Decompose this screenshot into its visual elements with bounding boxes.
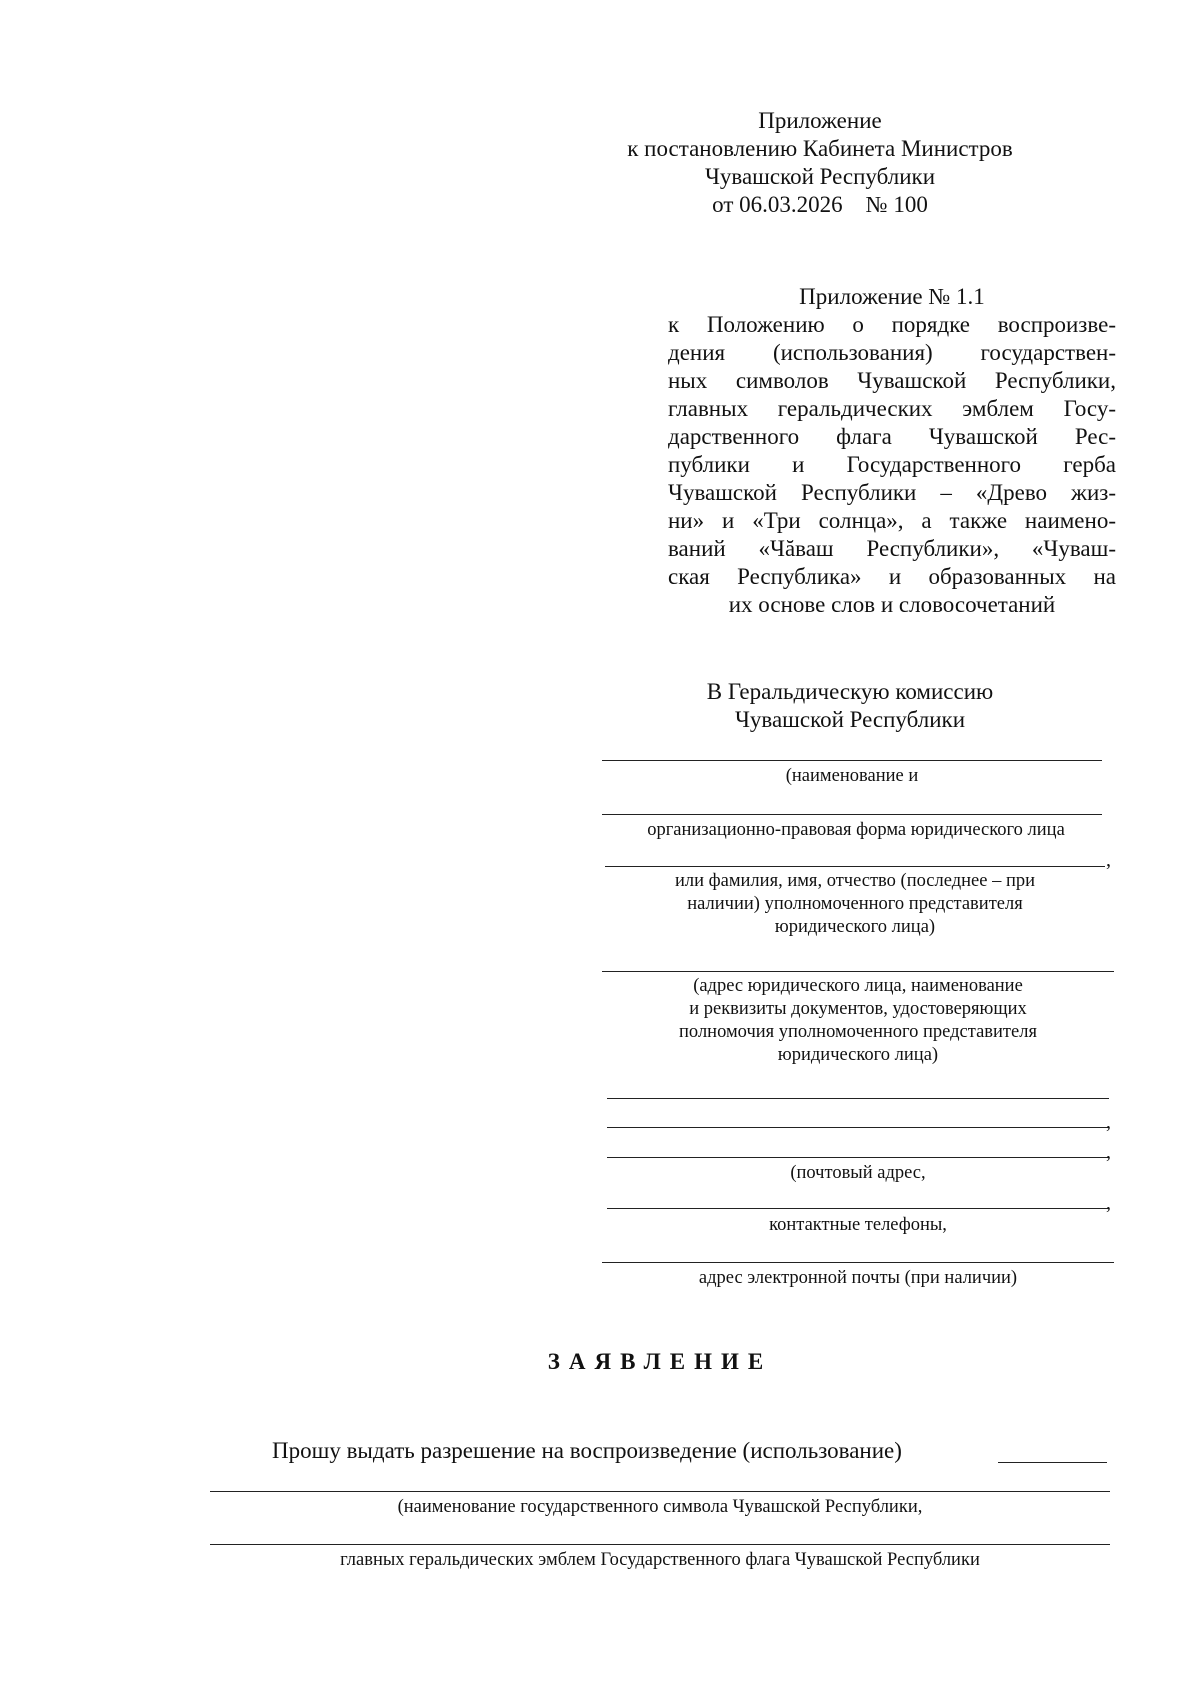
symbol-name-hint: (наименование государственного символа Чувашской Республики,: [397, 1497, 923, 1517]
request-text: [272, 1437, 1112, 1465]
appendix-line: к Положению о порядке воспроизве-: [668, 312, 1116, 337]
name-field-line[interactable]: [602, 760, 1102, 761]
header-line-1: Приложение: [758, 108, 882, 133]
addressee-line-1: В Геральдическую комиссию: [706, 679, 994, 704]
phone-hint: контактные телефоны,: [769, 1215, 947, 1235]
emblem-name-field-line[interactable]: [210, 1544, 1110, 1545]
email-field-line[interactable]: [602, 1262, 1114, 1263]
appendix-line: публики и Государственного герба: [668, 452, 1116, 477]
email-hint: адрес электронной почты (при наличии): [698, 1268, 1018, 1288]
representative-hint-line-1: или фамилия, имя, отчество (последнее – при: [674, 871, 1036, 891]
appendix-line: дарственного флага Чувашской Рес-: [668, 424, 1116, 449]
appendix-line: главных геральдических эмблем Госу-: [668, 396, 1116, 421]
name-hint: (наименование и: [785, 766, 919, 786]
address-hint-line-4: юридического лица): [777, 1045, 939, 1065]
statement-title: ЗАЯВЛЕНИЕ: [547, 1349, 773, 1374]
postal-field-line-2[interactable]: [607, 1127, 1109, 1128]
emblem-name-hint: главных геральдических эмблем Государственного флага Чувашской Республики: [340, 1550, 980, 1570]
address-hint: [602, 975, 1114, 1067]
address-hint-line-3: полномочия уполномоченного представителя: [679, 1022, 1037, 1042]
appendix-line: ных символов Чувашской Республики,: [668, 368, 1116, 393]
representative-field-line[interactable]: [605, 866, 1105, 867]
appendix-line: Чувашской Республики – «Древо жиз-: [668, 480, 1116, 505]
appendix-line: их основе слов и словосочетаний: [728, 592, 1056, 617]
comma: ,: [1106, 1192, 1111, 1214]
header-date-number: от 06.03.2026 № 100: [712, 192, 928, 217]
symbol-name-field-line[interactable]: [210, 1491, 1110, 1492]
appendix-line: ская Республика» и образованных на: [668, 564, 1116, 589]
appendix-block: [668, 283, 1116, 619]
address-hint-line-1: (адрес юридического лица, наименование: [693, 976, 1023, 996]
appendix-line: дения (использования) государствен-: [668, 340, 1116, 365]
address-field-line[interactable]: [602, 971, 1114, 972]
header-line-3: Чувашской Республики: [704, 164, 936, 189]
addressee-line-2: Чувашской Республики: [734, 707, 966, 732]
request-inline-field-line[interactable]: [998, 1462, 1107, 1463]
comma: ,: [1106, 849, 1111, 871]
appendix-line: ваний «Чăваш Республики», «Чуваш-: [668, 536, 1116, 561]
postal-field-line-3[interactable]: [607, 1157, 1109, 1158]
address-hint-line-2: и реквизиты документов, удостоверяющих: [689, 999, 1027, 1019]
header-line-2: к постановлению Кабинета Министров: [627, 136, 1013, 161]
postal-hint: (почтовый адрес,: [790, 1163, 926, 1183]
representative-hint-line-3: юридического лица): [774, 917, 936, 937]
comma: ,: [1106, 1141, 1111, 1163]
appendix-line: ни» и «Три солнца», а также наимено-: [668, 508, 1116, 533]
representative-hint: [605, 870, 1105, 939]
request-label: Прошу выдать разрешение на воспроизведение (использование): [272, 1438, 902, 1463]
appendix-title: Приложение № 1.1: [799, 284, 985, 309]
postal-field-line-1[interactable]: [607, 1098, 1109, 1099]
header-block: [600, 107, 1040, 219]
comma: ,: [1106, 1111, 1111, 1133]
legal-form-hint: организационно-правовая форма юридического лица: [647, 820, 1065, 840]
phone-field-line[interactable]: [607, 1208, 1109, 1209]
addressee-block: [640, 678, 1060, 734]
representative-hint-line-2: наличии) уполномоченного представителя: [687, 894, 1023, 914]
legal-form-field-line[interactable]: [602, 814, 1102, 815]
